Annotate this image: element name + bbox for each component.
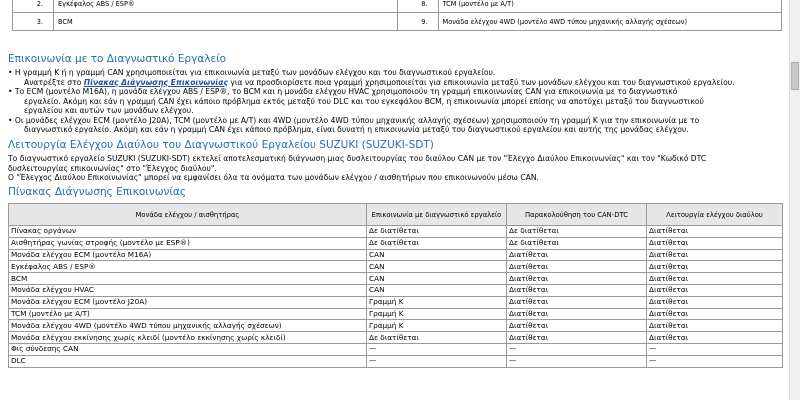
- module-cell: DLC: [9, 355, 367, 367]
- bullet-1-post: για να προσδιορίσετε ποια γραμμή χρησιμοποιείται για επικοινωνία μεταξύ των μονάδων ελέγχου και του διαγνωστικού εργαλείου.: [228, 77, 735, 87]
- module-cell: Αισθητήρας γωνίας στροφής (μοντέλο με ESP®): [9, 237, 367, 249]
- module-cell: Μονάδα ελέγχου 4WD (μοντέλο 4WD τύπου μηχανικής αλλαγής σχέσεων): [9, 320, 367, 332]
- connector-table-partial: [12, 0, 782, 31]
- bus-check-cell: Διατίθεται: [647, 296, 783, 308]
- connector-number: 8.: [397, 0, 438, 13]
- module-cell: Πίνακας οργάνων: [9, 226, 367, 238]
- can-dtc-cell: Διατίθεται: [507, 273, 647, 285]
- can-dtc-cell: Διατίθεται: [507, 249, 647, 261]
- communication-cell: —: [367, 343, 507, 355]
- table-row: [9, 308, 783, 320]
- bus-check-cell: Διατίθεται: [647, 308, 783, 320]
- header-can-dtc: Παρακολούθηση του CAN-DTC: [507, 204, 647, 226]
- can-dtc-cell: —: [507, 355, 647, 367]
- communication-cell: Δε διατίθεται: [367, 332, 507, 344]
- bullet-2-line-1: • Το ECM (μοντέλο M16A), η μονάδα ελέγχου ABS / ESP®, το BCM και η μονάδα ελέγχου HVAC χρησιμοποιούν τη γραμμή επικοινωνίας CAN για επικοινωνία με το διαγνωστικό: [8, 87, 678, 96]
- module-cell: Μονάδα ελέγχου ECM (μοντέλο J20A): [9, 296, 367, 308]
- can-dtc-cell: Διατίθεται: [507, 320, 647, 332]
- bus-check-cell: Διατίθεται: [647, 261, 783, 273]
- connector-row: [13, 0, 782, 13]
- table-row: [9, 343, 783, 355]
- bus-check-cell: Διατίθεται: [647, 249, 783, 261]
- communication-cell: —: [367, 355, 507, 367]
- bullet-2-line-3: εργαλείου και αυτών των μονάδων ελέγχου.: [24, 106, 194, 115]
- bus-check-line-2: δυσλειτουργίας επικοινωνίας" στο "Έλεγχος διαύλου".: [8, 163, 217, 173]
- communication-cell: Δε διατίθεται: [367, 226, 507, 238]
- bus-check-cell: Διατίθεται: [647, 273, 783, 285]
- can-dtc-cell: Δε διατίθεται: [507, 237, 647, 249]
- table-row: [9, 226, 783, 238]
- diagnosis-table-link[interactable]: Πίνακας Διάγνωσης Επικοινωνίας: [83, 77, 228, 87]
- can-dtc-cell: Διατίθεται: [507, 296, 647, 308]
- can-dtc-cell: Διατίθεται: [507, 284, 647, 296]
- connector-number: 2.: [13, 0, 54, 13]
- bus-check-cell: Διατίθεται: [647, 226, 783, 238]
- connector-label: TCM (μοντέλο με A/T): [438, 0, 782, 13]
- bus-check-cell: —: [647, 343, 783, 355]
- header-bus-check: Λειτουργία ελέγχου διαύλου: [647, 204, 783, 226]
- table-row: [9, 249, 783, 261]
- connector-label: BCM: [54, 13, 398, 31]
- bus-check-line-3: Ο "Έλεγχος Διαύλου Επικοινωνίας" μπορεί να εμφανίσει όλα τα ονόματα των μονάδων ελέγχου / αισθητήρων που επικοινωνούν μέσω CAN.: [8, 173, 539, 182]
- communication-cell: CAN: [367, 249, 507, 261]
- connector-row: [13, 13, 782, 31]
- communication-cell: Γραμμή K: [367, 296, 507, 308]
- section-title-diagnosis-table: Πίνακας Διάγνωσης Επικοινωνίας: [8, 186, 187, 198]
- bullet-1: • Η γραμμή K ή η γραμμή CAN χρησιμοποιείται για επικοινωνία μεταξύ των μονάδων ελέγχου και του διαγνωστικού εργαλείου.: [8, 68, 496, 77]
- can-dtc-cell: Δε διατίθεται: [507, 226, 647, 238]
- table-row: [9, 320, 783, 332]
- bus-check-line-1: Το διαγνωστικό εργαλείο SUZUKI (SUZUKI-SDT) εκτελεί αποτελεσματική διάγνωση μιας δυσλειτουργίας του διαύλου CAN με τον "Έλεγχο Διαύλου Επικοινωνίας" και τον "Κωδικό DTC: [8, 154, 707, 163]
- bullet-3-line-1: • Οι μονάδες ελέγχου ECM (μοντέλο J20A), TCM (μοντέλο με A/T) και 4WD (μοντέλο 4WD τύπου μηχανικής αλλαγής σχέσεων) χρησιμοποιούν τη γραμμή K για την επικοινωνία με το: [8, 115, 700, 125]
- table-row: [9, 296, 783, 308]
- can-dtc-cell: Διατίθεται: [507, 261, 647, 273]
- communication-cell: CAN: [367, 284, 507, 296]
- connector-label: Εγκέφαλος ABS / ESP®: [54, 0, 398, 13]
- module-cell: Μονάδα ελέγχου HVAC: [9, 284, 367, 296]
- scrollbar-thumb[interactable]: [791, 62, 799, 90]
- table-header-row: [9, 204, 783, 226]
- header-module: Μονάδα ελέγχου / αισθητήρας: [9, 204, 367, 226]
- table-row: [9, 355, 783, 367]
- bus-check-cell: —: [647, 355, 783, 367]
- bus-check-cell: Διατίθεται: [647, 284, 783, 296]
- vertical-scrollbar[interactable]: [789, 0, 800, 400]
- bus-check-cell: Διατίθεται: [647, 237, 783, 249]
- communication-cell: CAN: [367, 261, 507, 273]
- bus-check-cell: Διατίθεται: [647, 332, 783, 344]
- module-cell: TCM (μοντέλο με A/T): [9, 308, 367, 320]
- bullet-1-pre: Ανατρέξτε στο: [24, 77, 84, 87]
- communication-cell: Γραμμή K: [367, 308, 507, 320]
- can-dtc-cell: —: [507, 343, 647, 355]
- module-cell: Φις σύνδεσης CAN: [9, 343, 367, 355]
- table-row: [9, 284, 783, 296]
- module-cell: Μονάδα ελέγχου εκκίνησης χωρίς κλειδί (μοντέλο εκκίνησης χωρίς κλειδί): [9, 332, 367, 344]
- module-cell: Εγκέφαλος ABS / ESP®: [9, 261, 367, 273]
- bullet-3-line-2: διαγνωστικό εργαλείο. Ακόμη και εάν η γραμμή CAN έχει κάποιο πρόβλημα, είναι δυνατή η επικοινωνία μεταξύ του διαγνωστικού εργαλείου και αυτής της μονάδας ελέγχου.: [24, 125, 689, 134]
- section-title-bus-check: Λειτουργία Ελέγχου Διαύλου του Διαγνωστικού Εργαλείου SUZUKI (SUZUKI-SDT): [8, 139, 434, 151]
- communication-cell: Γραμμή K: [367, 320, 507, 332]
- bus-check-cell: Διατίθεται: [647, 320, 783, 332]
- communication-diagnosis-table: [8, 203, 783, 368]
- communication-cell: Δε διατίθεται: [367, 237, 507, 249]
- module-cell: Μονάδα ελέγχου ECM (μοντέλο M16A): [9, 249, 367, 261]
- header-communication: Επικοινωνία με διαγνωστικό εργαλείο: [367, 204, 507, 226]
- table-row: [9, 332, 783, 344]
- connector-number: 3.: [13, 13, 54, 31]
- table-row: [9, 261, 783, 273]
- module-cell: BCM: [9, 273, 367, 285]
- can-dtc-cell: Διατίθεται: [507, 308, 647, 320]
- can-dtc-cell: Διατίθεται: [507, 332, 647, 344]
- bullet-1-ref: [24, 78, 735, 88]
- bullet-2-line-2: εργαλείο. Ακόμη και εάν η γραμμή CAN έχει κάποιο πρόβλημα εκτός μεταξύ του DLC και του εγκεφάλου BCM, η επικοινωνία μπορεί επίσης να αποτύχει μεταξύ του διαγνωστικού: [24, 96, 704, 106]
- communication-cell: CAN: [367, 273, 507, 285]
- connector-label: Μονάδα ελέγχου 4WD (μοντέλο 4WD τύπου μηχανικής αλλαγής σχέσεων): [438, 13, 782, 31]
- connector-number: 9.: [397, 13, 438, 31]
- table-row: [9, 273, 783, 285]
- section-title-communication: Επικοινωνία με το Διαγνωστικό Εργαλείο: [8, 53, 227, 65]
- table-row: [9, 237, 783, 249]
